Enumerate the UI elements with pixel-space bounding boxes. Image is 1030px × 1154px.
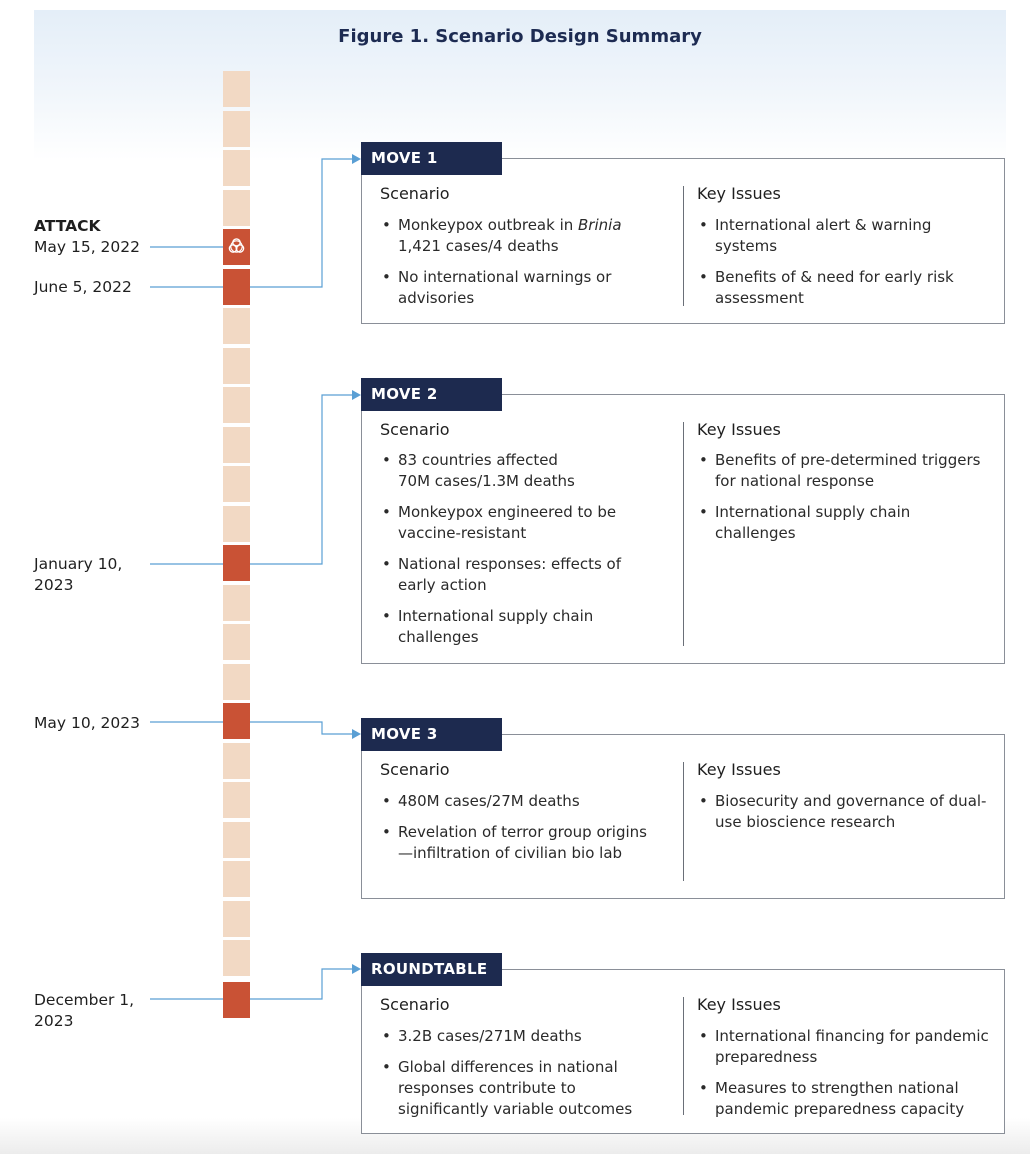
- date-label-5: December 1, 2023: [34, 991, 135, 1030]
- move-3-issues-heading: Key Issues: [697, 760, 781, 779]
- list-item: • Measures to strengthen national pandemic preparedness capacity: [697, 1078, 997, 1120]
- list-item: • Global differences in national responses contribute to significantly variable outcomes: [380, 1057, 660, 1120]
- list-item: • Benefits of & need for early risk assessment: [697, 267, 987, 309]
- move-3-issues-list: [697, 791, 987, 843]
- move-1-issues-heading: Key Issues: [697, 184, 781, 203]
- move-2-issues-heading: Key Issues: [697, 420, 781, 439]
- column-divider: [683, 762, 684, 881]
- column-divider: [683, 997, 684, 1115]
- list-item: • Revelation of terror group origins—infiltration of civilian bio lab: [380, 822, 660, 864]
- roundtable-scenario-heading: Scenario: [380, 995, 450, 1014]
- list-item: • International supply chain challenges: [380, 606, 660, 648]
- date-label-1: May 15, 2022: [34, 238, 140, 256]
- column-divider: [683, 186, 684, 306]
- move-3-scenario-list: [380, 791, 660, 874]
- move-1-scenario-heading: Scenario: [380, 184, 450, 203]
- move-1-tab: MOVE 1: [361, 142, 502, 175]
- move-3-tab: MOVE 3: [361, 718, 502, 751]
- date-label-2: June 5, 2022: [34, 278, 132, 296]
- list-item: • 480M cases/27M deaths: [380, 791, 660, 812]
- column-divider: [683, 422, 684, 646]
- list-item: • No international warnings or advisories: [380, 267, 660, 309]
- move-2-scenario-list: [380, 450, 660, 658]
- figure-title: Figure 1. Scenario Design Summary: [338, 26, 702, 47]
- move-2-scenario-heading: Scenario: [380, 420, 450, 439]
- list-item: • National responses: effects of early action: [380, 554, 660, 596]
- date-label-3: January 10, 2023: [34, 555, 123, 594]
- list-item: • Biosecurity and governance of dual-use bioscience research: [697, 791, 987, 833]
- list-item: • International alert & warning systems: [697, 215, 987, 257]
- roundtable-issues-list: [697, 1026, 997, 1130]
- move-1-scenario-list: [380, 215, 660, 319]
- list-item: • International financing for pandemic preparedness: [697, 1026, 997, 1068]
- list-item: • 3.2B cases/271M deaths: [380, 1026, 660, 1047]
- roundtable-issues-heading: Key Issues: [697, 995, 781, 1014]
- move-1-issues-list: [697, 215, 987, 319]
- date-label-4: May 10, 2023: [34, 714, 140, 732]
- move-2-tab: MOVE 2: [361, 378, 502, 411]
- list-item: • Monkeypox outbreak in Brinia 1,421 cases/4 deaths: [380, 215, 660, 257]
- move-2-issues-list: [697, 450, 987, 554]
- list-item: • 83 countries affected 70M cases/1.3M deaths: [380, 450, 660, 492]
- list-item: • International supply chain challenges: [697, 502, 987, 544]
- list-item: • Monkeypox engineered to be vaccine-resistant: [380, 502, 660, 544]
- roundtable-tab: ROUNDTABLE: [361, 953, 502, 986]
- attack-label: ATTACK: [34, 217, 101, 235]
- list-item: • Benefits of pre-determined triggers for national response: [697, 450, 987, 492]
- move-3-scenario-heading: Scenario: [380, 760, 450, 779]
- roundtable-scenario-list: [380, 1026, 660, 1130]
